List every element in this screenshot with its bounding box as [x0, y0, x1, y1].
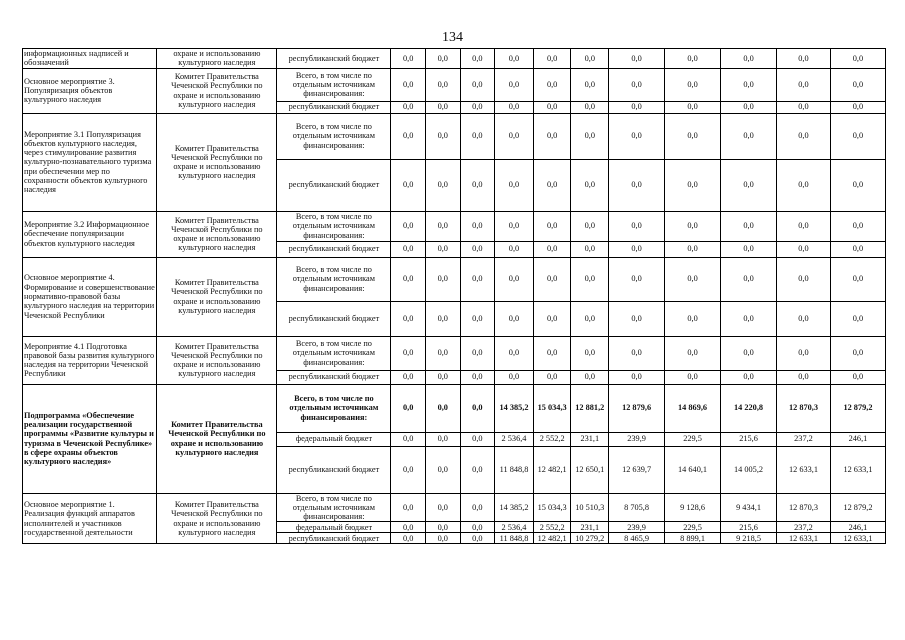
value-cell: 0,0: [495, 113, 534, 159]
measure-name-cell: Мероприятие 4.1 Подготовка правовой базы развития культурного наследия на территории Чеченской Республики: [23, 336, 157, 384]
value-cell: 0,0: [609, 336, 665, 370]
value-cell: 0,0: [721, 101, 777, 113]
value-cell: 10 279,2: [571, 533, 609, 544]
value-cell: 15 034,3: [533, 384, 571, 432]
budget-table: [22, 48, 886, 544]
value-cell: 0,0: [609, 257, 665, 301]
value-cell: 0,0: [777, 68, 831, 101]
value-cell: 0,0: [425, 336, 460, 370]
value-cell: 229,5: [665, 432, 721, 446]
funding-source-cell: федеральный бюджет: [277, 432, 391, 446]
value-cell: 0,0: [391, 301, 426, 336]
value-cell: 0,0: [391, 384, 426, 432]
funding-source-cell: Всего, в том числе по отдельным источникам финансирования:: [277, 68, 391, 101]
value-cell: 0,0: [830, 336, 885, 370]
value-cell: 15 034,3: [533, 493, 571, 522]
funding-source-cell: Всего, в том числе по отдельным источникам финансирования:: [277, 211, 391, 241]
value-cell: 0,0: [533, 370, 571, 384]
value-cell: 0,0: [571, 336, 609, 370]
value-cell: 0,0: [391, 493, 426, 522]
value-cell: 0,0: [609, 301, 665, 336]
funding-source-cell: Всего, в том числе по отдельным источникам финансирования:: [277, 113, 391, 159]
value-cell: 0,0: [830, 68, 885, 101]
value-cell: 0,0: [391, 101, 426, 113]
value-cell: 0,0: [495, 370, 534, 384]
value-cell: 0,0: [665, 159, 721, 211]
value-cell: 0,0: [391, 533, 426, 544]
value-cell: 0,0: [460, 493, 495, 522]
value-cell: 12 482,1: [533, 533, 571, 544]
value-cell: 229,5: [665, 522, 721, 533]
measure-name-cell: Основное мероприятие 3. Популяризация объектов культурного наследия: [23, 68, 157, 113]
value-cell: 0,0: [460, 446, 495, 493]
value-cell: 0,0: [460, 522, 495, 533]
value-cell: 0,0: [830, 49, 885, 69]
value-cell: 0,0: [571, 159, 609, 211]
funding-source-cell: республиканский бюджет: [277, 159, 391, 211]
table-row: [23, 257, 886, 301]
value-cell: 12 879,2: [830, 493, 885, 522]
value-cell: 12 639,7: [609, 446, 665, 493]
value-cell: 0,0: [460, 113, 495, 159]
value-cell: 0,0: [609, 68, 665, 101]
value-cell: 0,0: [721, 211, 777, 241]
value-cell: 0,0: [460, 432, 495, 446]
value-cell: 14 385,2: [495, 384, 534, 432]
value-cell: 2 552,2: [533, 432, 571, 446]
value-cell: 0,0: [777, 113, 831, 159]
value-cell: 0,0: [533, 101, 571, 113]
funding-source-cell: Всего, в том числе по отдельным источникам финансирования:: [277, 336, 391, 370]
value-cell: 0,0: [425, 384, 460, 432]
value-cell: 0,0: [665, 68, 721, 101]
table-row: [23, 336, 886, 370]
table-row: [23, 493, 886, 522]
value-cell: 0,0: [571, 49, 609, 69]
value-cell: 0,0: [460, 241, 495, 257]
funding-source-cell: Всего, в том числе по отдельным источникам финансирования:: [277, 493, 391, 522]
value-cell: 0,0: [571, 211, 609, 241]
funding-source-cell: республиканский бюджет: [277, 49, 391, 69]
funding-source-cell: республиканский бюджет: [277, 370, 391, 384]
value-cell: 0,0: [391, 257, 426, 301]
funding-source-cell: республиканский бюджет: [277, 101, 391, 113]
value-cell: 0,0: [609, 370, 665, 384]
value-cell: 231,1: [571, 522, 609, 533]
value-cell: 0,0: [721, 241, 777, 257]
value-cell: 0,0: [460, 49, 495, 69]
value-cell: 0,0: [665, 336, 721, 370]
value-cell: 14 005,2: [721, 446, 777, 493]
value-cell: 0,0: [460, 384, 495, 432]
value-cell: 246,1: [830, 522, 885, 533]
value-cell: 0,0: [571, 257, 609, 301]
value-cell: 0,0: [830, 159, 885, 211]
value-cell: 10 510,3: [571, 493, 609, 522]
value-cell: 0,0: [425, 159, 460, 211]
value-cell: 0,0: [721, 68, 777, 101]
value-cell: 0,0: [721, 159, 777, 211]
value-cell: 0,0: [609, 49, 665, 69]
value-cell: 12 881,2: [571, 384, 609, 432]
value-cell: 0,0: [495, 257, 534, 301]
value-cell: 12 650,1: [571, 446, 609, 493]
value-cell: 0,0: [830, 301, 885, 336]
value-cell: 0,0: [830, 211, 885, 241]
responsible-cell: Комитет Правительства Чеченской Республики по охране и использованию культурного наследия: [157, 113, 277, 211]
responsible-cell: охране и использованию культурного наследия: [157, 49, 277, 69]
value-cell: 0,0: [391, 113, 426, 159]
value-cell: 0,0: [609, 159, 665, 211]
value-cell: 11 848,8: [495, 533, 534, 544]
value-cell: 12 633,1: [777, 533, 831, 544]
value-cell: 0,0: [533, 301, 571, 336]
value-cell: 0,0: [425, 241, 460, 257]
value-cell: 0,0: [830, 113, 885, 159]
value-cell: 12 633,1: [777, 446, 831, 493]
value-cell: 0,0: [777, 49, 831, 69]
value-cell: 239,9: [609, 432, 665, 446]
value-cell: 12 482,1: [533, 446, 571, 493]
measure-name-cell: Подпрограмма «Обеспечение реализации государственной программы «Развитие культуры и туризма в Чеченской Республике» в сфере охраны объектов культурного наследия»: [23, 384, 157, 493]
value-cell: 12 870,3: [777, 384, 831, 432]
value-cell: 239,9: [609, 522, 665, 533]
value-cell: 0,0: [609, 113, 665, 159]
value-cell: 0,0: [391, 211, 426, 241]
responsible-cell: Комитет Правительства Чеченской Республики по охране и использованию культурного наследия: [157, 68, 277, 113]
value-cell: 0,0: [721, 336, 777, 370]
value-cell: 0,0: [571, 101, 609, 113]
value-cell: 0,0: [495, 101, 534, 113]
value-cell: 0,0: [425, 101, 460, 113]
value-cell: 0,0: [425, 446, 460, 493]
value-cell: 0,0: [425, 432, 460, 446]
value-cell: 12 870,3: [777, 493, 831, 522]
value-cell: 0,0: [830, 241, 885, 257]
value-cell: 0,0: [425, 113, 460, 159]
value-cell: 0,0: [721, 49, 777, 69]
value-cell: 0,0: [460, 370, 495, 384]
table-row: [23, 384, 886, 432]
measure-name-cell: Мероприятие 3.2 Информационное обеспечение популяризации объектов культурного наследия: [23, 211, 157, 257]
value-cell: 0,0: [830, 370, 885, 384]
value-cell: 0,0: [425, 370, 460, 384]
value-cell: 12 633,1: [830, 446, 885, 493]
value-cell: 0,0: [495, 159, 534, 211]
value-cell: 0,0: [460, 301, 495, 336]
value-cell: 0,0: [391, 370, 426, 384]
value-cell: 0,0: [571, 68, 609, 101]
value-cell: 0,0: [665, 211, 721, 241]
value-cell: 0,0: [425, 301, 460, 336]
funding-source-cell: республиканский бюджет: [277, 533, 391, 544]
value-cell: 0,0: [777, 257, 831, 301]
value-cell: 0,0: [571, 241, 609, 257]
funding-source-cell: республиканский бюджет: [277, 301, 391, 336]
value-cell: 0,0: [495, 68, 534, 101]
value-cell: 8 465,9: [609, 533, 665, 544]
measure-name-cell: Основное мероприятие 1. Реализация функций аппаратов исполнителей и участников государственной деятельности: [23, 493, 157, 544]
value-cell: 0,0: [830, 101, 885, 113]
value-cell: 0,0: [665, 113, 721, 159]
value-cell: 14 640,1: [665, 446, 721, 493]
value-cell: 0,0: [425, 49, 460, 69]
value-cell: 0,0: [665, 241, 721, 257]
funding-source-cell: Всего, в том числе по отдельным источникам финансирования:: [277, 384, 391, 432]
responsible-cell: Комитет Правительства Чеченской Республики по охране и использованию культурного наследия: [157, 211, 277, 257]
table-row: [23, 68, 886, 101]
value-cell: 0,0: [777, 370, 831, 384]
value-cell: 0,0: [777, 336, 831, 370]
value-cell: 215,6: [721, 522, 777, 533]
value-cell: 0,0: [777, 211, 831, 241]
value-cell: 8 705,8: [609, 493, 665, 522]
value-cell: 0,0: [391, 159, 426, 211]
value-cell: 215,6: [721, 432, 777, 446]
value-cell: 0,0: [777, 301, 831, 336]
value-cell: 0,0: [665, 101, 721, 113]
responsible-cell: Комитет Правительства Чеченской Республики по охране и использованию культурного наследия: [157, 493, 277, 544]
funding-source-cell: республиканский бюджет: [277, 241, 391, 257]
value-cell: 14 869,6: [665, 384, 721, 432]
value-cell: 0,0: [533, 113, 571, 159]
value-cell: 0,0: [721, 257, 777, 301]
table-row: [23, 49, 886, 69]
value-cell: 0,0: [665, 370, 721, 384]
value-cell: 2 552,2: [533, 522, 571, 533]
value-cell: 14 220,8: [721, 384, 777, 432]
value-cell: 0,0: [830, 257, 885, 301]
value-cell: 12 879,6: [609, 384, 665, 432]
value-cell: 231,1: [571, 432, 609, 446]
value-cell: 0,0: [460, 533, 495, 544]
responsible-cell: Комитет Правительства Чеченской Республики по охране и использованию культурного наследия: [157, 257, 277, 336]
value-cell: 0,0: [533, 257, 571, 301]
value-cell: 0,0: [721, 301, 777, 336]
value-cell: 0,0: [533, 159, 571, 211]
value-cell: 0,0: [460, 68, 495, 101]
value-cell: 0,0: [533, 49, 571, 69]
value-cell: 0,0: [571, 301, 609, 336]
value-cell: 0,0: [425, 211, 460, 241]
value-cell: 0,0: [391, 336, 426, 370]
value-cell: 0,0: [495, 336, 534, 370]
value-cell: 0,0: [777, 241, 831, 257]
value-cell: 12 879,2: [830, 384, 885, 432]
value-cell: 0,0: [425, 533, 460, 544]
value-cell: 0,0: [665, 257, 721, 301]
measure-name-cell: информационных надписей и обозначений: [23, 49, 157, 69]
value-cell: 0,0: [721, 370, 777, 384]
value-cell: 9 434,1: [721, 493, 777, 522]
funding-source-cell: федеральный бюджет: [277, 522, 391, 533]
value-cell: 14 385,2: [495, 493, 534, 522]
value-cell: 237,2: [777, 432, 831, 446]
value-cell: 237,2: [777, 522, 831, 533]
value-cell: 0,0: [391, 446, 426, 493]
value-cell: 0,0: [609, 241, 665, 257]
page-number: 134: [442, 30, 463, 45]
value-cell: 0,0: [721, 113, 777, 159]
value-cell: 246,1: [830, 432, 885, 446]
value-cell: 0,0: [495, 211, 534, 241]
value-cell: 0,0: [609, 211, 665, 241]
value-cell: 0,0: [460, 211, 495, 241]
value-cell: 0,0: [495, 49, 534, 69]
value-cell: 0,0: [533, 68, 571, 101]
value-cell: 0,0: [391, 432, 426, 446]
value-cell: 0,0: [391, 49, 426, 69]
responsible-cell: Комитет Правительства Чеченской Республики по охране и использованию культурного наследия: [157, 336, 277, 384]
value-cell: 0,0: [425, 493, 460, 522]
value-cell: 0,0: [425, 522, 460, 533]
table-row: [23, 211, 886, 241]
value-cell: 0,0: [460, 101, 495, 113]
value-cell: 11 848,8: [495, 446, 534, 493]
measure-name-cell: Основное мероприятие 4. Формирование и совершенствование нормативно-правовой базы культурного наследия на территории Чеченской Республики: [23, 257, 157, 336]
value-cell: 0,0: [665, 49, 721, 69]
value-cell: 0,0: [665, 301, 721, 336]
value-cell: 9 128,6: [665, 493, 721, 522]
funding-source-cell: республиканский бюджет: [277, 446, 391, 493]
value-cell: 12 633,1: [830, 533, 885, 544]
value-cell: 0,0: [425, 257, 460, 301]
value-cell: 0,0: [495, 241, 534, 257]
value-cell: 2 536,4: [495, 432, 534, 446]
value-cell: 0,0: [571, 113, 609, 159]
value-cell: 0,0: [391, 68, 426, 101]
value-cell: 0,0: [533, 336, 571, 370]
value-cell: 0,0: [571, 370, 609, 384]
value-cell: 0,0: [460, 336, 495, 370]
value-cell: 0,0: [533, 241, 571, 257]
value-cell: 0,0: [533, 211, 571, 241]
value-cell: 0,0: [460, 257, 495, 301]
value-cell: 9 218,5: [721, 533, 777, 544]
value-cell: 0,0: [609, 101, 665, 113]
value-cell: 0,0: [495, 301, 534, 336]
value-cell: 0,0: [391, 241, 426, 257]
value-cell: 2 536,4: [495, 522, 534, 533]
value-cell: 0,0: [777, 101, 831, 113]
responsible-cell: Комитет Правительства Чеченской Республики по охране и использованию культурного наследия: [157, 384, 277, 493]
value-cell: 0,0: [425, 68, 460, 101]
value-cell: 0,0: [777, 159, 831, 211]
table-row: [23, 113, 886, 159]
value-cell: 0,0: [391, 522, 426, 533]
value-cell: 0,0: [460, 159, 495, 211]
funding-source-cell: Всего, в том числе по отдельным источникам финансирования:: [277, 257, 391, 301]
value-cell: 8 899,1: [665, 533, 721, 544]
measure-name-cell: Мероприятие 3.1 Популяризация объектов культурного наследия, через стимулирование развития культурно-познавательного туризма при обеспечении мер по сохранности объектов культурного наследия: [23, 113, 157, 211]
